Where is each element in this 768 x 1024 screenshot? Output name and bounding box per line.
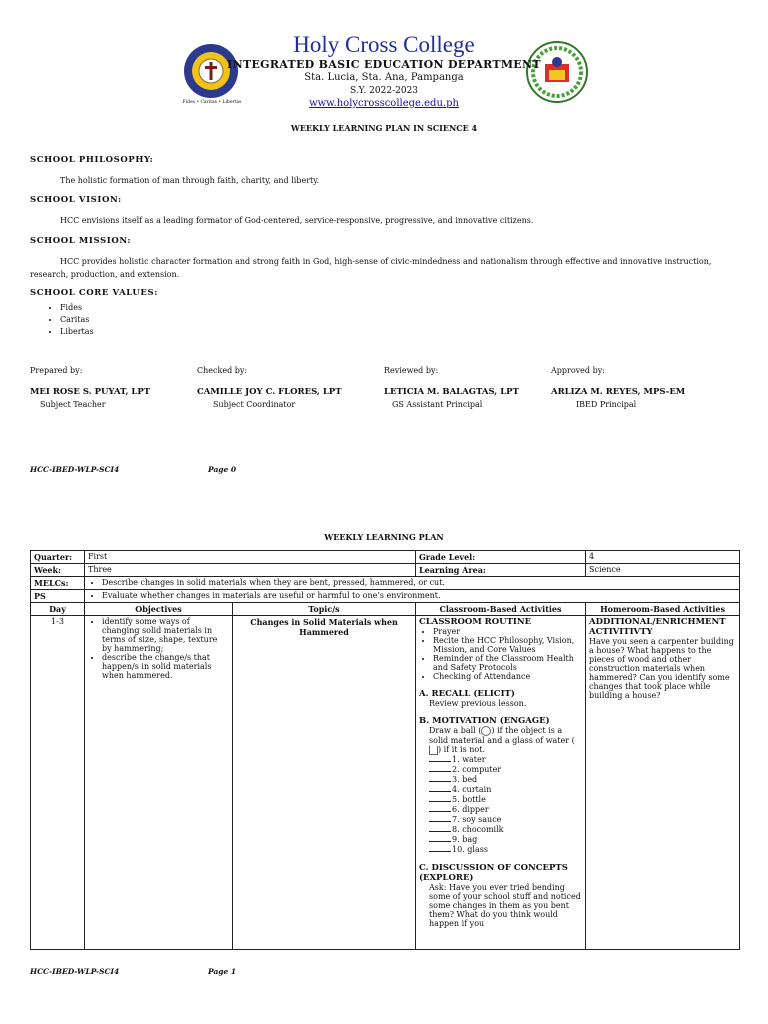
core-value: • Caritas <box>60 314 94 326</box>
vision-label: SCHOOL VISION: <box>30 195 122 205</box>
area-label: Learning Area: <box>416 564 586 577</box>
checked-by-label: Checked by: <box>197 366 248 375</box>
core-values-list <box>30 302 94 338</box>
checked-by-role: Subject Coordinator <box>213 400 296 409</box>
table-row <box>31 564 740 577</box>
checked-by-name: CAMILLE JOY C. FLORES, LPT <box>197 387 342 397</box>
school-year: S.Y. 2022-2023 <box>349 86 419 96</box>
reviewed-by-label: Reviewed by: <box>384 366 439 375</box>
classroom-cell <box>416 616 586 950</box>
ps-label: PS <box>31 590 85 603</box>
routine-heading: CLASSROOM ROUTINE <box>419 617 532 627</box>
glass-icon <box>429 746 438 755</box>
reviewed-by-name: LETICIA M. BALAGTAS, LPT <box>384 387 519 397</box>
column-header-objectives: Objectives <box>85 603 233 616</box>
column-header-topics: Topic/s <box>233 603 416 616</box>
objective-item: • identify some ways of changing solid materials in terms of size, shape, texture by hammering; <box>102 617 229 653</box>
homeroom-text: Have you seen a carpenter building a house? What happens to the pieces of wood and other construction materials when hammered? Can you identify some changes that took place while building a house? <box>589 637 734 700</box>
footer-code: HCC-IBED-WLP-SCI4 <box>30 967 120 976</box>
table-row <box>31 577 740 590</box>
mission-text: HCC provides holistic character formation and strong faith in God, high-sense of civic-mindedness and nationalism through effective and innovative instruction, research, production, and extension. <box>30 257 712 279</box>
core-value: • Fides <box>60 302 94 314</box>
website-link-wrap <box>0 98 768 109</box>
topic-cell: Changes in Solid Materials when Hammered <box>233 616 416 950</box>
prepared-by-name: MEI ROSE S. PUYAT, LPT <box>30 387 151 397</box>
quarter-label: Quarter: <box>31 551 85 564</box>
website-link[interactable]: www.holycrosscollege.edu.ph <box>309 98 459 109</box>
philosophy-text: The holistic formation of man through faith, charity, and liberty. <box>60 176 320 185</box>
discussion-text: Ask: Have you ever tried bending some of your school stuff and noticed some changes in them as you bent them? What do you think would happen if you <box>429 882 581 928</box>
motivation-text: Draw a ball ( ) if the object is a solid material and a glass of water () if it is not. <box>429 726 575 754</box>
list-item: 3. bed <box>429 775 582 785</box>
table-row <box>31 590 740 603</box>
list-item: 2. computer <box>429 765 582 775</box>
footer-page: Page 1 <box>208 967 237 976</box>
day-cell: 1-3 <box>31 616 85 950</box>
footer-page: Page 0 <box>208 465 237 474</box>
vision-text: HCC envisions itself as a leading formator of God-centered, service-responsive, progressive, and innovative citizens. <box>60 216 534 225</box>
discussion-heading: C. DISCUSSION OF CONCEPTS (EXPLORE) <box>419 862 568 883</box>
core-values-label: SCHOOL CORE VALUES: <box>30 288 158 298</box>
table-row <box>31 551 740 564</box>
melcs-cell <box>85 577 740 590</box>
school-address: Sta. Lucia, Sta. Ana, Pampanga <box>304 72 464 83</box>
week-value: Three <box>85 564 416 577</box>
list-item: 6. dipper <box>429 805 582 815</box>
routine-item: • Prayer <box>433 627 582 636</box>
motivation-heading: B. MOTIVATION (ENGAGE) <box>419 716 550 726</box>
quarter-value: First <box>85 551 416 564</box>
list-item: 7. soy sauce <box>429 815 582 825</box>
list-item: 9. bag <box>429 835 582 845</box>
list-item: 8. chocomilk <box>429 825 582 835</box>
department-name: INTEGRATED BASIC EDUCATION DEPARTMENT <box>227 58 541 71</box>
column-header-classroom: Classroom-Based Activities <box>416 603 586 616</box>
week-label: Week: <box>31 564 85 577</box>
weekly-plan-table <box>30 550 740 950</box>
reviewed-by-role: GS Assistant Principal <box>392 400 483 409</box>
objectives-cell <box>85 616 233 950</box>
ps-text: • Evaluate whether changes in materials are useful or harmful to one’s environment. <box>102 591 736 600</box>
melcs-label: MELCs: <box>31 577 85 590</box>
core-value: • Libertas <box>60 326 94 338</box>
ps-cell <box>85 590 740 603</box>
logo-motto: Fides • Caritas • Libertas <box>182 100 242 105</box>
plan-title: WEEKLY LEARNING PLAN IN SCIENCE 4 <box>290 123 478 133</box>
routine-item: • Reminder of the Classroom Health and Safety Protocols <box>433 654 582 672</box>
college-name: Holy Cross College <box>293 32 475 57</box>
grade-value: 4 <box>586 551 740 564</box>
list-item: 4. curtain <box>429 785 582 795</box>
approved-by-label: Approved by: <box>551 366 605 375</box>
ball-icon <box>481 726 491 736</box>
homeroom-cell <box>586 616 740 950</box>
mission-label: SCHOOL MISSION: <box>30 236 132 246</box>
column-header-homeroom: Homeroom-Based Activities <box>586 603 740 616</box>
grade-label: Grade Level: <box>416 551 586 564</box>
footer-code: HCC-IBED-WLP-SCI4 <box>30 465 120 474</box>
item-list <box>419 755 582 855</box>
objective-item: • describe the change/s that happen/s in solid materials when hammered. <box>102 653 229 680</box>
approved-by-role: IBED Principal <box>576 400 637 409</box>
plan-heading: WEEKLY LEARNING PLAN <box>324 532 444 542</box>
routine-item: • Recite the HCC Philosophy, Vision, Mission, and Core Values <box>433 636 582 654</box>
list-item: 1. water <box>429 755 582 765</box>
melcs-text: • Describe changes in solid materials when they are bent, pressed, hammered, or cut. <box>102 578 736 587</box>
area-value: Science <box>586 564 740 577</box>
list-item: 10. glass <box>429 845 582 855</box>
table-header-row <box>31 603 740 616</box>
recall-heading: A. RECALL (ELICIT) <box>419 689 515 699</box>
routine-item: • Checking of Attendance <box>433 672 582 681</box>
homeroom-heading: ADDITIONAL/ENRICHMENT ACTIVITIVTY <box>589 617 726 637</box>
list-item: 5. bottle <box>429 795 582 805</box>
recall-text: Review previous lesson. <box>429 699 527 708</box>
philosophy-label: SCHOOL PHILOSOPHY: <box>30 155 154 165</box>
table-row <box>31 616 740 950</box>
approved-by-name: ARLIZA M. REYES, MPS-EM <box>551 387 686 397</box>
prepared-by-label: Prepared by: <box>30 366 83 375</box>
prepared-by-role: Subject Teacher <box>40 400 106 409</box>
column-header-day: Day <box>31 603 85 616</box>
